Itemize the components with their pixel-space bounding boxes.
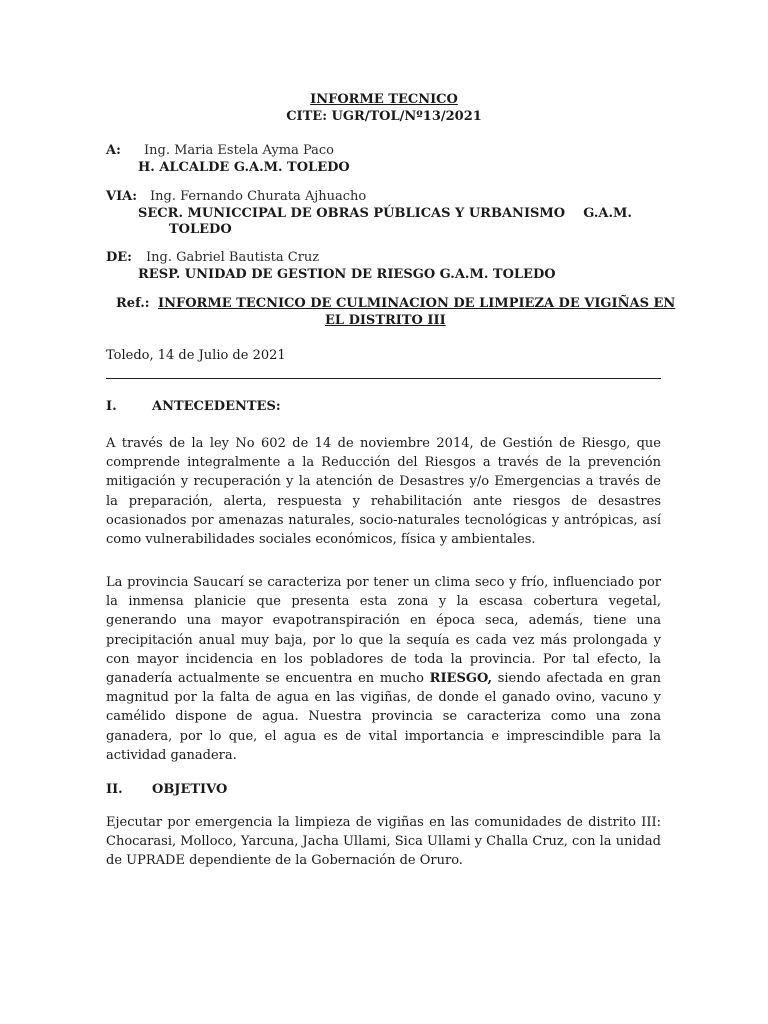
document-date: Toledo, 14 de Julio de 2021 bbox=[106, 348, 286, 363]
ref-line2: EL DISTRITO III bbox=[325, 313, 446, 328]
from-name: Ing. Gabriel Bautista Cruz bbox=[146, 250, 320, 265]
to-label: A: bbox=[106, 143, 121, 158]
to-position: H. ALCALDE G.A.M. TOLEDO bbox=[138, 160, 350, 175]
from-label: DE: bbox=[106, 250, 132, 265]
via-position-line2: TOLEDO bbox=[169, 222, 232, 237]
paragraph2-text-after: siendo afectada en gran magnitud por la falta de agua en las vigiñas, de donde el ganado ovino, vacuno y camélido dispone de agua. Nuestra provincia se caracteriza como una zona ganadera, por lo que, el agua es de vital importancia e imprescindible para la actividad ganadera. bbox=[106, 671, 661, 763]
report-cite: CITE: UGR/TOL/Nº13/2021 bbox=[286, 109, 482, 124]
section1-paragraph2 bbox=[106, 573, 661, 765]
section1-heading: ANTECEDENTES: bbox=[152, 399, 281, 414]
report-title: INFORME TECNICO bbox=[310, 92, 458, 107]
from-position: RESP. UNIDAD DE GESTION DE RIESGO G.A.M. TOLEDO bbox=[138, 267, 556, 282]
to-name: Ing. Maria Estela Ayma Paco bbox=[144, 143, 334, 158]
via-position-line1: SECR. MUNICCIPAL DE OBRAS PÚBLICAS Y URBANISMO G.A.M. bbox=[138, 206, 632, 221]
paragraph2-text-before: La provincia Saucarí se caracteriza por tener un clima seco y frío, influenciado por la inmensa planicie que presenta esta zona y la escasa cobertura vegetal, generando una mayor evapotranspiración en época seca, además, tiene una precipitación anual muy baja, por lo que la sequía es cada vez más prolongada y con mayor incidencia en los pobladores de toda la provincia. Por tal efecto, la ganadería actualmente se encuentra en mucho bbox=[106, 575, 661, 687]
paragraph2-risk-emphasis: RIESGO, bbox=[429, 671, 493, 687]
section2-paragraph: Ejecutar por emergencia la limpieza de vigiñas en las comunidades de distrito III: Chocarasi, Molloco, Yarcuna, Jacha Ullami, Sica Ullami y Challa Cruz, con la unidad de UPRADE dependiente de la Gobernación de Oruro. bbox=[106, 815, 661, 869]
ref-line1: INFORME TECNICO DE CULMINACION DE LIMPIEZA DE VIGIÑAS EN bbox=[158, 296, 676, 311]
divider-line bbox=[106, 378, 661, 379]
via-name: Ing. Fernando Churata Ajhuacho bbox=[150, 189, 367, 204]
ref-label: Ref.: bbox=[116, 296, 150, 311]
section2-number: II. bbox=[106, 782, 123, 797]
via-label: VIA: bbox=[106, 189, 138, 204]
section1-number: I. bbox=[106, 399, 117, 414]
section2-heading: OBJETIVO bbox=[152, 782, 228, 797]
section1-paragraph1: A través de la ley No 602 de 14 de noviembre 2014, de Gestión de Riesgo, que comprende integralmente a la Reducción del Riesgos a través de la prevención mitigación y recuperación y la atención de Desastres y/o Emergencias a través de la preparación, alerta, respuesta y rehabilitación ante riesgos de desastres ocasionados por amenazas naturales, socio-naturales tecnológicas y antrópicas, así como vulnerabilidades sociales económicos, física y ambientales. bbox=[106, 436, 661, 548]
